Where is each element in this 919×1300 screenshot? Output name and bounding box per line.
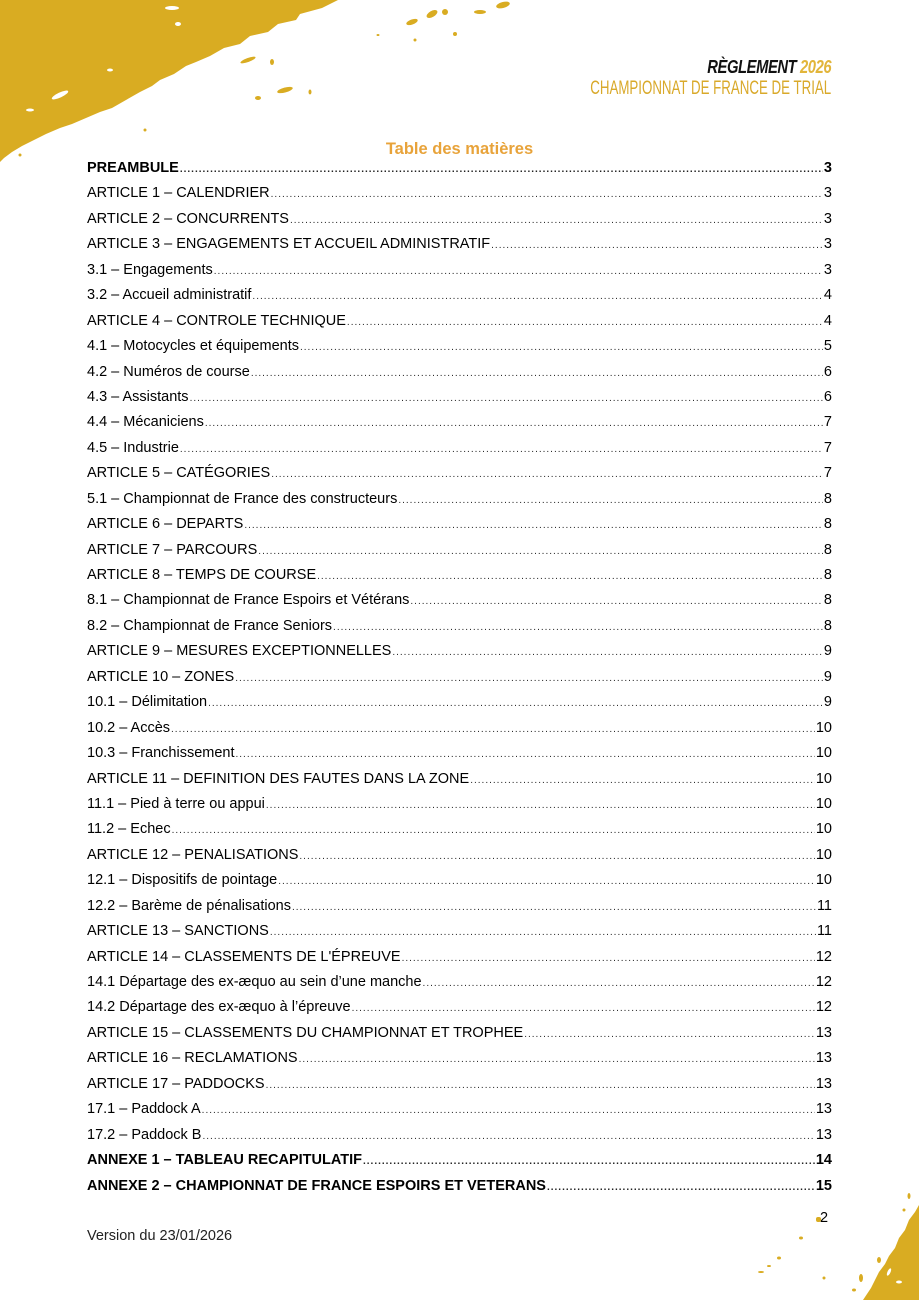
toc-dot-leader: [392, 647, 823, 658]
toc-dot-leader: [190, 393, 823, 404]
toc-entry-page-number[interactable]: 10: [815, 872, 832, 889]
toc-entry-page-number[interactable]: 6: [823, 363, 832, 380]
toc-entry[interactable]: [87, 160, 832, 185]
toc-entry[interactable]: [87, 414, 832, 439]
toc-dot-leader: [398, 495, 823, 506]
toc-dot-leader: [299, 851, 814, 862]
toc-entry-label[interactable]: ARTICLE 2 – CONCURRENTS: [87, 210, 289, 227]
toc-entry-page-number[interactable]: 10: [815, 846, 832, 863]
toc-entry[interactable]: [87, 949, 832, 974]
toc-entry-page-number[interactable]: 13: [815, 1101, 832, 1118]
toc-entry-page-number[interactable]: 8: [823, 617, 832, 634]
toc-entry-page-number[interactable]: 13: [815, 1126, 832, 1143]
toc-dot-leader: [333, 622, 823, 633]
toc-entry-page-number[interactable]: 6: [823, 388, 832, 405]
header-subtitle: CHAMPIONNAT DE FRANCE DE TRIAL: [590, 78, 831, 99]
toc-entry-page-number[interactable]: 8: [823, 516, 832, 533]
toc-dot-leader: [172, 825, 815, 836]
toc-entry[interactable]: [87, 236, 832, 261]
toc-entry-label[interactable]: ARTICLE 6 – DEPARTS: [87, 516, 244, 533]
document-header: [487, 56, 831, 100]
toc-dot-leader: [251, 368, 823, 379]
header-reglement-label: RÈGLEMENT: [707, 57, 797, 77]
toc-dot-leader: [470, 775, 815, 786]
toc-entry-label[interactable]: 4.4 – Mécaniciens: [87, 414, 204, 431]
toc-entry[interactable]: [87, 440, 832, 465]
toc-dot-leader: [402, 953, 815, 964]
toc-entry-label[interactable]: 10.1 – Délimitation: [87, 694, 208, 711]
toc-dot-leader: [300, 342, 823, 353]
toc-entry-label[interactable]: 5.1 – Championnat de France des constructeurs: [87, 490, 398, 507]
toc-entry[interactable]: [87, 821, 832, 846]
toc-entry-label[interactable]: ARTICLE 11 – DEFINITION DES FAUTES DANS LA ZONE: [87, 770, 470, 787]
page-number: 2: [820, 1210, 829, 1226]
toc-dot-leader: [180, 444, 823, 455]
toc-dot-leader: [244, 520, 823, 531]
toc-entry[interactable]: [87, 542, 832, 567]
toc-dot-leader: [292, 902, 816, 913]
toc-dot-leader: [202, 1131, 814, 1142]
toc-entry-page-number[interactable]: 11: [816, 923, 832, 940]
toc-entry-page-number[interactable]: 13: [815, 1075, 832, 1092]
toc-dot-leader: [180, 164, 823, 175]
toc-dot-leader: [208, 698, 823, 709]
toc-title: Table des matières: [385, 140, 534, 158]
toc-entry[interactable]: [87, 516, 832, 541]
toc-entry-label[interactable]: 12.1 – Dispositifs de pointage: [87, 872, 278, 889]
toc-entry[interactable]: [87, 745, 832, 770]
toc-entry-page-number[interactable]: 7: [823, 439, 832, 456]
toc-entry-page-number[interactable]: 9: [823, 668, 832, 685]
toc-dot-leader: [214, 266, 823, 277]
toc-entry-label[interactable]: 11.1 – Pied à terre ou appui: [87, 795, 265, 812]
toc-entry[interactable]: [87, 491, 832, 516]
toc-dot-leader: [271, 469, 823, 480]
toc-entry[interactable]: [87, 185, 832, 210]
toc-entry[interactable]: [87, 974, 832, 999]
toc-entry[interactable]: [87, 1025, 832, 1050]
toc-entry-page-number[interactable]: 8: [823, 541, 832, 558]
toc-entry-page-number[interactable]: 10: [815, 795, 832, 812]
toc-entry[interactable]: [87, 1127, 832, 1152]
toc-entry-page-number[interactable]: 12: [815, 974, 832, 990]
footer-version: Version du 23/01/2026: [87, 1228, 233, 1244]
toc-entry[interactable]: [87, 262, 832, 287]
toc-entry-label[interactable]: ANNEXE 1 – TABLEAU RECAPITULATIF: [87, 1152, 362, 1169]
toc-dot-leader: [278, 876, 815, 887]
toc-entry-label[interactable]: 17.2 – Paddock B: [87, 1126, 202, 1143]
toc-entry-label[interactable]: ARTICLE 15 – CLASSEMENTS DU CHAMPIONNAT ET TROPHEE: [87, 1024, 524, 1041]
toc-entry[interactable]: [87, 211, 832, 236]
toc-entry[interactable]: [87, 313, 832, 338]
toc-entry-label[interactable]: 14.1 Départage des ex-æquo au sein d’une manche: [87, 974, 422, 990]
toc-entry-label[interactable]: ARTICLE 8 – TEMPS DE COURSE: [87, 567, 317, 583]
toc-dot-leader: [299, 1054, 815, 1065]
toc-dot-leader: [491, 240, 823, 251]
toc-entry[interactable]: [87, 1050, 832, 1075]
toc-entry-label[interactable]: ARTICLE 4 – CONTROLE TECHNIQUE: [87, 312, 346, 329]
toc-entry[interactable]: [87, 923, 832, 948]
toc-dot-leader: [258, 546, 823, 557]
toc-entry-label[interactable]: ANNEXE 2 – CHAMPIONNAT DE FRANCE ESPOIRS ET VETERANS: [87, 1177, 546, 1194]
toc-entry[interactable]: [87, 389, 832, 414]
toc-entry[interactable]: [87, 898, 832, 923]
toc-dot-leader: [252, 291, 823, 302]
toc-entry-page-number[interactable]: 12: [815, 999, 832, 1016]
toc-entry-page-number[interactable]: 9: [823, 694, 832, 711]
toc-entry-page-number[interactable]: 10: [815, 745, 832, 762]
toc-entry-page-number[interactable]: 15: [815, 1177, 832, 1194]
toc-entry-label[interactable]: 17.1 – Paddock A: [87, 1101, 201, 1118]
toc-entry[interactable]: [87, 643, 832, 668]
toc-dot-leader: [171, 724, 815, 735]
toc-entry-page-number[interactable]: 10: [815, 719, 832, 736]
toc-entry[interactable]: [87, 618, 832, 643]
toc-entry-page-number[interactable]: 4: [823, 312, 832, 329]
toc-entry-page-number[interactable]: 8: [823, 490, 832, 507]
toc-entry[interactable]: [87, 1101, 832, 1126]
toc-entry-page-number[interactable]: 3: [823, 236, 832, 253]
toc-entry-label[interactable]: ARTICLE 7 – PARCOURS: [87, 541, 258, 558]
toc-entry-page-number[interactable]: 7: [823, 465, 832, 482]
toc-entry-page-number[interactable]: 11: [816, 897, 832, 914]
toc-entry-label[interactable]: ARTICLE 3 – ENGAGEMENTS ET ACCUEIL ADMINISTRATIF: [87, 236, 491, 253]
toc-dot-leader: [266, 800, 815, 811]
toc-entry[interactable]: [87, 364, 832, 389]
toc-dot-leader: [235, 673, 823, 684]
toc-entry[interactable]: [87, 338, 832, 363]
toc-entry-page-number[interactable]: 9: [823, 643, 832, 660]
toc-entry-label[interactable]: ARTICLE 9 – MESURES EXCEPTIONNELLES: [87, 643, 392, 660]
toc-entry-label[interactable]: ARTICLE 5 – CATÉGORIES: [87, 465, 271, 482]
toc-entry-page-number[interactable]: 4: [823, 287, 832, 304]
header-reglement-title: [549, 56, 831, 78]
toc-entry-page-number[interactable]: 5: [823, 338, 832, 355]
toc-entry-page-number[interactable]: 8: [823, 592, 832, 609]
toc-entry-page-number[interactable]: 3: [823, 261, 832, 278]
toc-entry-page-number[interactable]: 10: [815, 770, 832, 787]
toc-entry[interactable]: [87, 567, 832, 592]
toc-dot-leader: [352, 1003, 815, 1014]
toc-entry[interactable]: [87, 465, 832, 490]
toc-entry[interactable]: [87, 1152, 832, 1177]
toc-entry[interactable]: [87, 999, 832, 1024]
toc-entry-page-number[interactable]: 3: [823, 160, 832, 176]
toc-dot-leader: [317, 571, 823, 582]
toc-dot-leader: [363, 1156, 815, 1167]
toc-entry-page-number[interactable]: 13: [815, 1050, 832, 1067]
toc-entry-page-number[interactable]: 10: [815, 821, 832, 838]
toc-entry-label[interactable]: 11.2 – Echec: [87, 821, 171, 838]
toc-dot-leader: [290, 215, 823, 226]
toc-entry[interactable]: [87, 771, 832, 796]
toc-entry-label[interactable]: 8.1 – Championnat de France Espoirs et Vétérans: [87, 592, 410, 609]
toc-entry-label[interactable]: ARTICLE 12 – PENALISATIONS: [87, 846, 299, 863]
toc-entry-label[interactable]: ARTICLE 1 – CALENDRIER: [87, 185, 270, 202]
toc-entry-label[interactable]: 4.5 – Industrie: [87, 439, 179, 456]
toc-entry[interactable]: [87, 669, 832, 694]
toc-dot-leader: [410, 596, 823, 607]
toc-entry[interactable]: [87, 720, 832, 745]
toc-entry-label[interactable]: ARTICLE 14 – CLASSEMENTS DE L'ÉPREUVE: [87, 948, 401, 965]
toc-entry-label[interactable]: 4.1 – Motocycles et équipements: [87, 338, 299, 355]
toc-entry-label[interactable]: 3.2 – Accueil administratif: [87, 287, 252, 304]
toc-entry[interactable]: [87, 592, 832, 617]
toc-dot-leader: [270, 927, 816, 938]
toc-entry[interactable]: [87, 847, 832, 872]
toc-entry-label[interactable]: PREAMBULE: [87, 160, 179, 176]
toc-entry-page-number[interactable]: 13: [815, 1024, 832, 1041]
toc-dot-leader: [205, 418, 823, 429]
table-of-contents: [87, 160, 832, 1203]
toc-entry-label[interactable]: 10.2 – Accès: [87, 719, 171, 736]
toc-entry-page-number[interactable]: 3: [823, 210, 832, 227]
toc-entry-label[interactable]: 4.2 – Numéros de course: [87, 363, 250, 380]
toc-entry-label[interactable]: 12.2 – Barème de pénalisations: [87, 897, 291, 914]
toc-entry-page-number[interactable]: 14: [815, 1152, 832, 1169]
header-year: 2026: [799, 57, 831, 77]
toc-entry-label[interactable]: 3.1 – Engagements: [87, 261, 213, 278]
toc-entry[interactable]: [87, 872, 832, 897]
toc-dot-leader: [524, 1029, 815, 1040]
toc-entry-label[interactable]: 4.3 – Assistants: [87, 388, 189, 405]
toc-entry[interactable]: [87, 287, 832, 312]
toc-entry-label[interactable]: 8.2 – Championnat de France Seniors: [87, 617, 333, 634]
toc-entry-label[interactable]: ARTICLE 17 – PADDOCKS: [87, 1075, 265, 1092]
toc-entry-page-number[interactable]: 3: [823, 185, 832, 202]
toc-dot-leader: [202, 1105, 815, 1116]
toc-entry[interactable]: [87, 1178, 832, 1203]
toc-entry-page-number[interactable]: 8: [823, 567, 832, 583]
toc-dot-leader: [423, 978, 815, 989]
toc-dot-leader: [347, 317, 823, 328]
toc-entry-page-number[interactable]: 12: [815, 948, 832, 965]
paint-splash-bottom-right-decoration: [739, 1190, 919, 1300]
toc-entry[interactable]: [87, 796, 832, 821]
toc-dot-leader: [266, 1080, 815, 1091]
toc-entry-label[interactable]: ARTICLE 16 – RECLAMATIONS: [87, 1050, 298, 1067]
toc-entry-label[interactable]: 10.3 – Franchissement: [87, 745, 235, 762]
toc-entry-label[interactable]: 14.2 Départage des ex-æquo à l’épreuve: [87, 999, 351, 1016]
toc-dot-leader: [236, 749, 815, 760]
toc-entry-label[interactable]: ARTICLE 13 – SANCTIONS: [87, 923, 269, 940]
toc-entry-label[interactable]: ARTICLE 10 – ZONES: [87, 668, 235, 685]
toc-entry-page-number[interactable]: 7: [823, 414, 832, 431]
toc-entry[interactable]: [87, 1076, 832, 1101]
toc-dot-leader: [271, 189, 823, 200]
toc-entry[interactable]: [87, 694, 832, 719]
